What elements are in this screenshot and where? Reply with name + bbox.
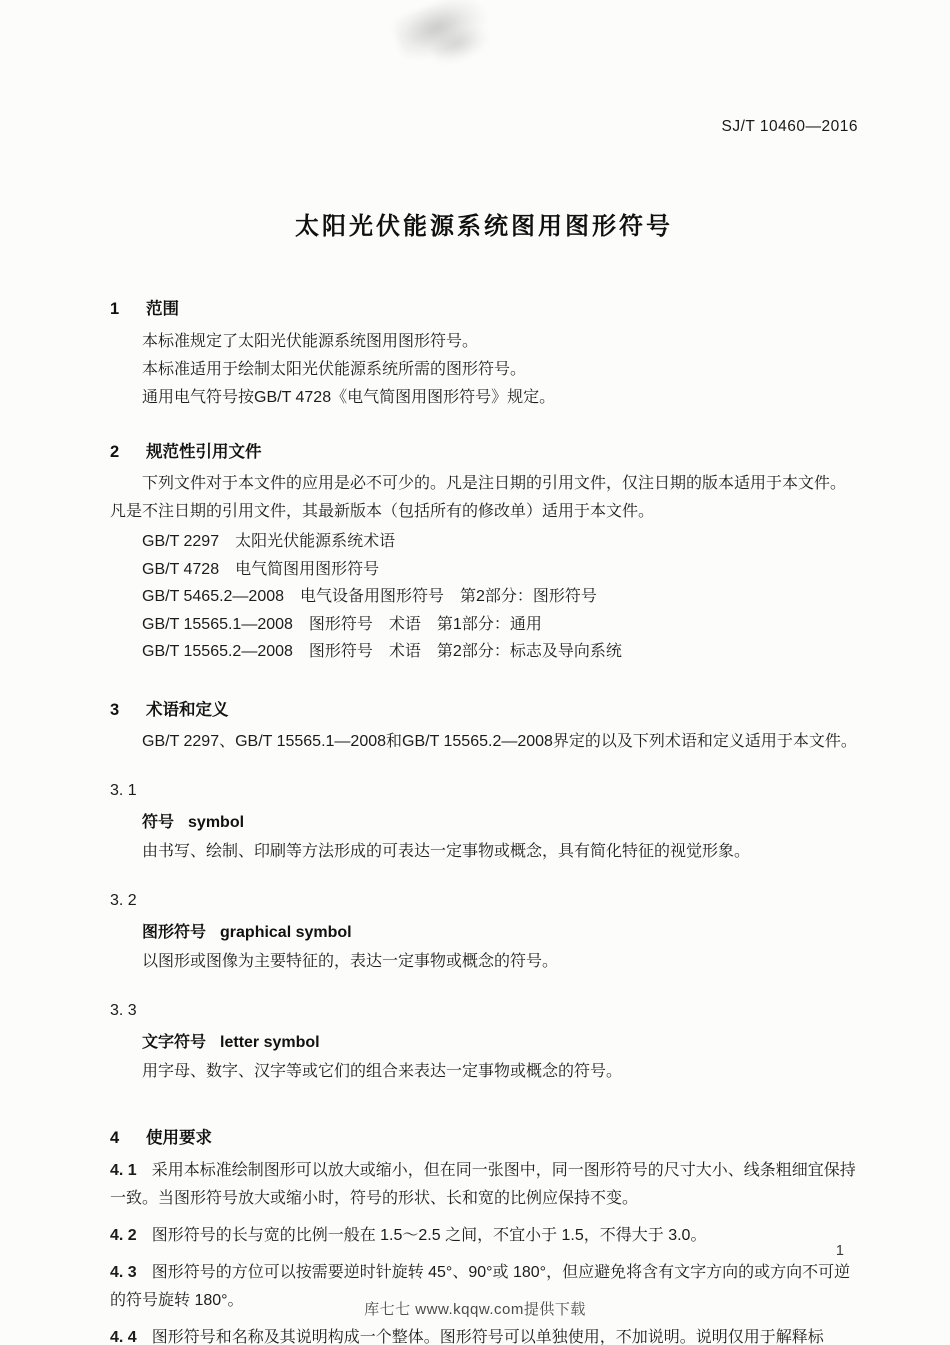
section-2-heading	[110, 438, 858, 462]
term-name	[110, 1029, 858, 1052]
term-entry	[110, 892, 858, 976]
section-number: 4	[110, 1128, 120, 1147]
normative-reference: GB/T 5465.2—2008 电气设备用图形符号 第2部分：图形符号	[142, 588, 597, 605]
paragraph: 本标准适用于绘制太阳光伏能源系统所需的图形符号。	[142, 361, 527, 378]
term-cn: 符号	[142, 813, 175, 831]
document-title: 太阳光伏能源系统图用图形符号	[295, 213, 673, 240]
normative-reference: GB/T 2297 太阳光伏能源系统术语	[142, 533, 396, 550]
clause-text: 图形符号的方位可以按需要逆时针旋转 45°、90°或 180°，但应避免将含有文字方向的或方向不可逆的符号旋转 180°。	[110, 1263, 851, 1309]
clause-number: 4. 4	[110, 1328, 137, 1345]
clause-4-1	[110, 1157, 858, 1213]
term-number: 3. 3	[110, 1001, 137, 1019]
clause-number: 4. 2	[110, 1226, 137, 1244]
clause-4-4	[110, 1324, 858, 1345]
term-cn: 文字符号	[142, 1033, 207, 1051]
section-1-body	[110, 328, 858, 412]
normative-reference: GB/T 4728 电气简图用图形符号	[142, 560, 380, 578]
section-title: 规范性引用文件	[146, 443, 262, 461]
section-title: 范围	[146, 300, 179, 318]
clause-4-2	[110, 1222, 858, 1250]
section-4-heading	[110, 1124, 858, 1148]
term-entry	[110, 782, 858, 866]
term-en: graphical symbol	[220, 923, 352, 941]
term-definition: 用字母、数字、汉字等或它们的组合来表达一定事物或概念的符号。	[142, 1062, 623, 1080]
term-definition: 由书写、绘制、印刷等方法形成的可表达一定事物或概念，具有简化特征的视觉形象。	[142, 842, 751, 860]
normative-reference-list	[110, 528, 858, 666]
section-title: 术语和定义	[146, 700, 229, 719]
section-title: 使用要求	[146, 1128, 212, 1147]
section-1-heading	[110, 295, 858, 319]
term-definition: 以图形或图像为主要特征的，表达一定事物或概念的符号。	[142, 952, 559, 970]
term-number: 3. 2	[110, 891, 137, 909]
paragraph: 通用电气符号按GB/T 4728《电气简图用图形符号》规定。	[142, 389, 556, 406]
term-entry	[110, 1002, 858, 1086]
clause-text: 图形符号和名称及其说明构成一个整体。图形符号可以单独使用，不加说明。说明仅用于解释标	[151, 1328, 824, 1345]
term-en: symbol	[188, 813, 245, 831]
section-number: 1	[110, 300, 120, 318]
normative-reference: GB/T 15565.2—2008 图形符号 术语 第2部分：标志及导向系统	[142, 643, 622, 660]
section-number: 3	[110, 700, 120, 719]
standard-number: SJ/T 10460—2016	[721, 118, 858, 135]
term-cn: 图形符号	[142, 923, 207, 941]
term-en: letter symbol	[220, 1033, 320, 1051]
clause-number: 4. 1	[110, 1161, 137, 1179]
section-number: 2	[110, 443, 120, 461]
normative-reference: GB/T 15565.1—2008 图形符号 术语 第1部分：通用	[142, 615, 542, 633]
paragraph: 本标准规定了太阳光伏能源系统图用图形符号。	[142, 333, 479, 350]
term-number: 3. 1	[110, 781, 137, 799]
page-number: 1	[835, 1243, 844, 1259]
clause-text: 图形符号的长与宽的比例一般在 1.5～2.5 之间，不宜小于 1.5，不得大于 3.0。	[151, 1226, 707, 1244]
term-name	[110, 809, 858, 832]
section-3-intro: GB/T 2297、GB/T 15565.1—2008和GB/T 15565.2—2008界定的以及下列术语和定义适用于本文件。	[142, 732, 857, 750]
term-name	[110, 919, 858, 942]
download-source-footer: 库七七 www.kqqw.com提供下载	[364, 1301, 586, 1318]
section-2-intro: 下列文件对于本文件的应用是必不可少的。凡是注日期的引用文件，仅注日期的版本适用于本文件。凡是不注日期的引用文件，其最新版本（包括所有的修改单）适用于本文件。	[110, 475, 847, 520]
clause-text: 采用本标准绘制图形可以放大或缩小，但在同一张图中，同一图形符号的尺寸大小、线条粗细宜保持一致。当图形符号放大或缩小时，符号的形状、长和宽的比例应保持不变。	[110, 1161, 856, 1207]
section-3-heading	[110, 696, 858, 720]
clause-number: 4. 3	[110, 1263, 137, 1281]
